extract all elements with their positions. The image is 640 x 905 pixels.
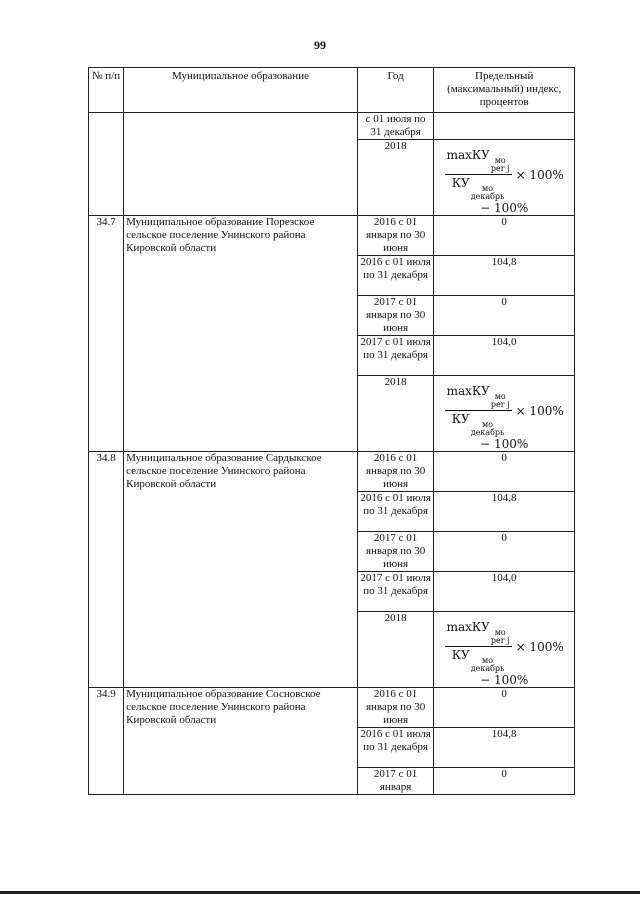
formula-numerator-sub: per j [490,400,510,409]
formula-denominator-sup: мо [482,184,494,193]
formula-multiplier: × 100% [515,403,564,418]
index-cell: 0 [434,452,575,492]
year-cell: 2017 с 01 июля по 31 декабря [357,336,434,376]
index-cell: 104,0 [434,572,575,612]
index-cell [434,113,575,140]
year-cell: 2017 с 01 июля по 31 декабря [357,572,434,612]
formula-numerator: maxКУ [446,384,490,398]
index-cell: 104,8 [434,728,575,768]
tariff-formula [436,376,572,451]
year-cell: 2018 [357,140,434,216]
formula-numerator-sub: per j [490,636,510,645]
formula-minus: − 100% [480,201,529,215]
index-cell: 104,0 [434,336,575,376]
year-cell: 2016 с 01 января по 30 июня [357,452,434,492]
index-cell: 0 [434,532,575,572]
year-cell: с 01 июля по 31 декабря [357,113,434,140]
year-cell: 2016 с 01 июля по 31 декабря [357,728,434,768]
year-cell: 2016 с 01 июля по 31 декабря [357,256,434,296]
year-cell: 2018 [357,376,434,452]
index-formula-cell [434,376,575,452]
year-cell: 2018 [357,612,434,688]
tariff-formula [436,140,572,215]
formula-numerator-sub: per j [490,164,510,173]
index-cell: 104,8 [434,256,575,296]
formula-numerator-sup: мо [494,628,506,637]
municipality-cell: Муниципальное образование Сардыкское сельское поселение Унинского района Кировской области [124,452,358,688]
header-municipality: Муниципальное образование [124,68,358,113]
formula-multiplier: × 100% [515,639,564,654]
formula-minus: − 100% [480,437,529,451]
formula-numerator-sup: мо [494,156,506,165]
table-row [89,216,575,256]
municipality-cell: Муниципальное образование Сосновское сельское поселение Унинского района Кировской области [124,688,358,795]
page-bottom-rule [0,891,640,894]
index-cell: 0 [434,216,575,256]
formula-denominator-sup: мо [482,420,494,429]
formula-minus: − 100% [480,673,529,687]
year-cell: 2016 с 01 июля по 31 декабря [357,492,434,532]
formula-denominator-sup: мо [482,656,494,665]
formula-denominator-sub: декабрь [470,428,505,437]
year-cell: 2017 с 01 января по 30 июня [357,296,434,336]
tariff-formula [436,612,572,687]
municipality-cell [124,113,358,216]
table-row [89,688,575,728]
formula-numerator: maxКУ [446,620,490,634]
header-num: № п/п [89,68,124,113]
table-row [89,113,575,140]
row-number-cell: 34.8 [89,452,124,688]
formula-numerator-sup: мо [494,392,506,401]
header-index: Предельный (максимальный) индекс, процентов [434,68,575,113]
formula-denominator: КУ [451,176,470,190]
year-cell: 2016 с 01 января по 30 июня [357,688,434,728]
formula-denominator: КУ [451,412,470,426]
index-cell: 104,8 [434,492,575,532]
formula-denominator: КУ [451,648,470,662]
header-year: Год [357,68,434,113]
row-number-cell [89,113,124,216]
formula-denominator-sub: декабрь [470,664,505,673]
row-number-cell: 34.7 [89,216,124,452]
table-header-row [89,68,575,113]
year-cell: 2017 с 01 января [357,768,434,795]
index-cell: 0 [434,688,575,728]
table-row [89,452,575,492]
index-cell: 0 [434,768,575,795]
municipality-cell: Муниципальное образование Порезское сельское поселение Унинского района Кировской области [124,216,358,452]
year-cell: 2017 с 01 января по 30 июня [357,532,434,572]
formula-multiplier: × 100% [515,167,564,182]
index-formula-cell [434,612,575,688]
formula-denominator-sub: декабрь [470,192,505,201]
formula-numerator: maxКУ [446,148,490,162]
tariff-index-table [88,67,575,795]
page-number: 99 [314,38,326,52]
index-formula-cell [434,140,575,216]
index-cell: 0 [434,296,575,336]
year-cell: 2016 с 01 января по 30 июня [357,216,434,256]
row-number-cell: 34.9 [89,688,124,795]
